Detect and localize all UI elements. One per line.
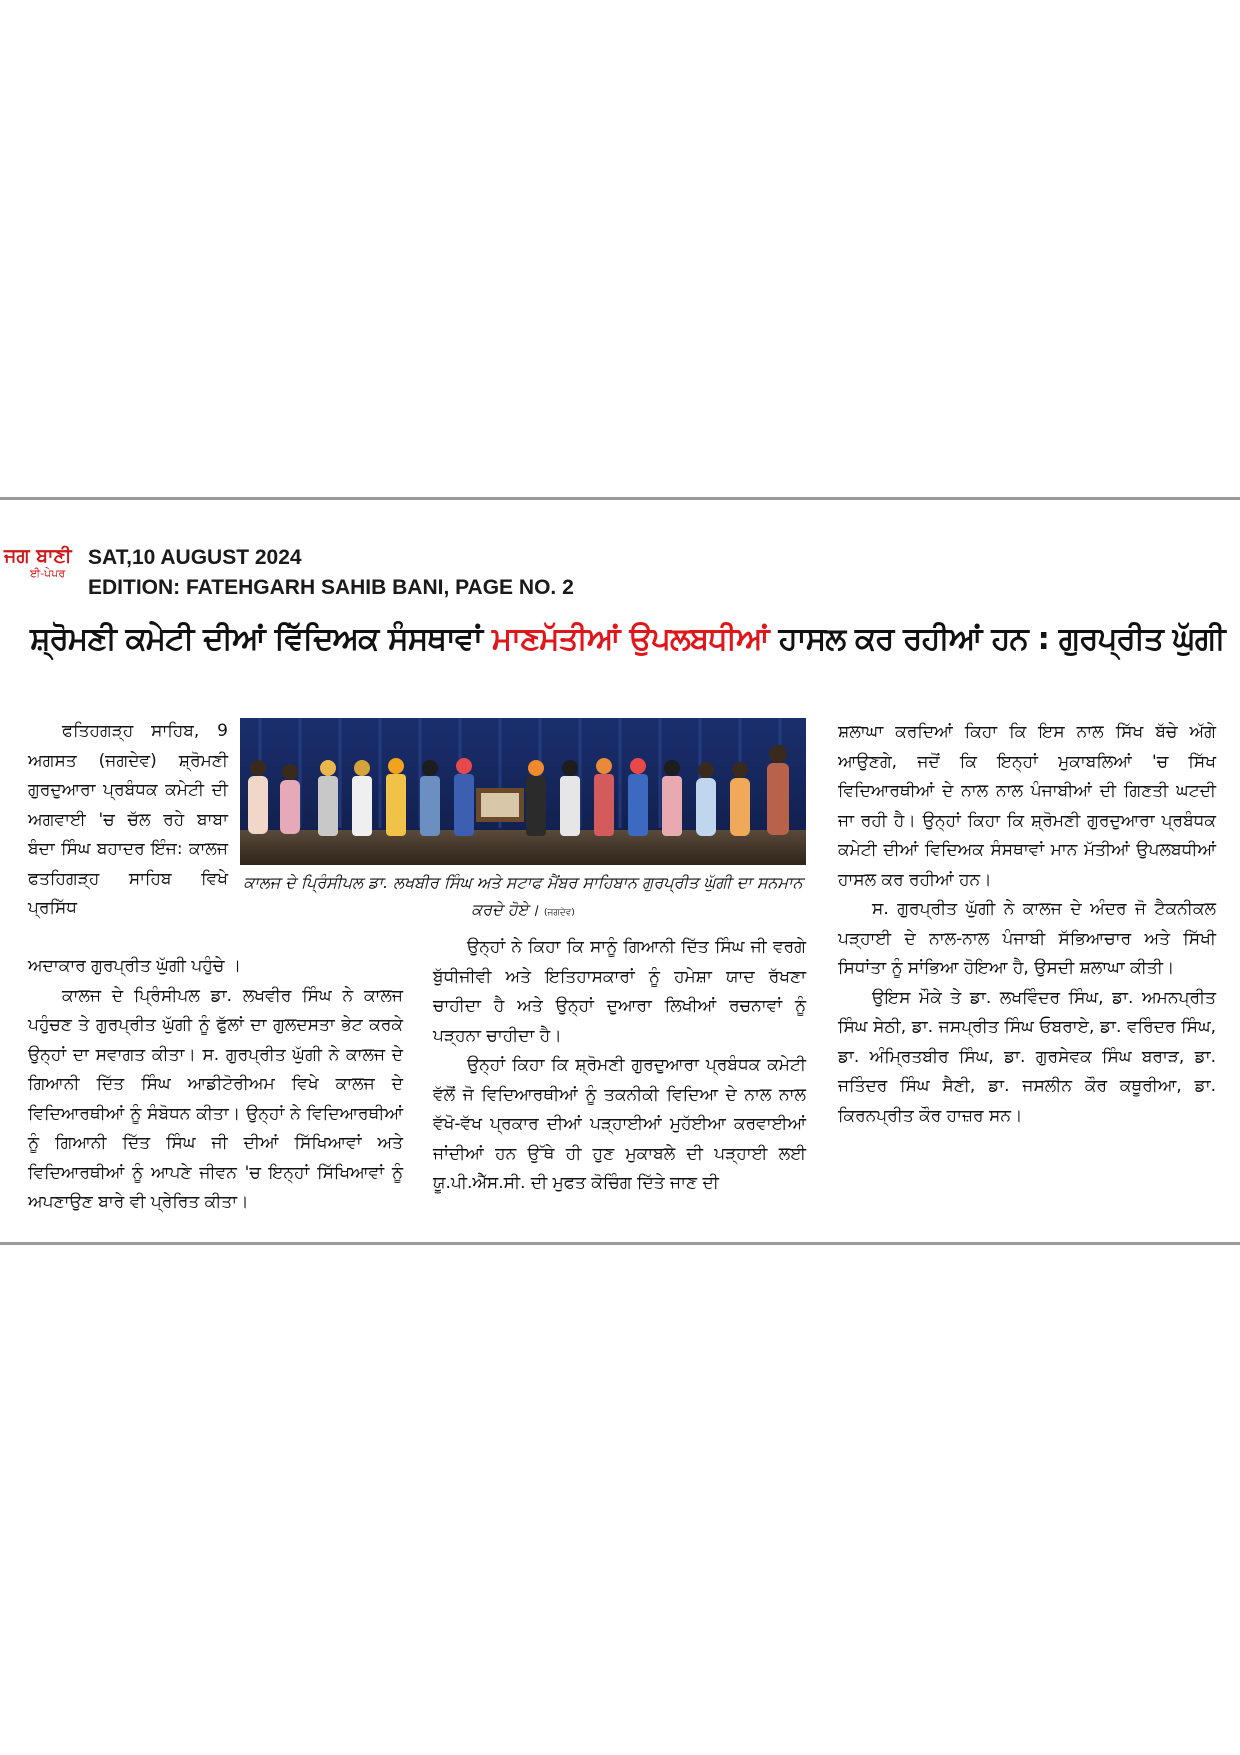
photo-caption xyxy=(240,869,806,927)
newspaper-clipping xyxy=(0,497,1240,1245)
headline-part-1: ਸ਼੍ਰੋਮਣੀ ਕਮੇਟੀ ਦੀਆਂ ਵਿੱਦਿਅਕ ਸੰਸਥਾਵਾਂ xyxy=(30,621,492,657)
edition-header xyxy=(88,543,574,603)
paragraph-5: ਸ਼ਲਾਘਾ ਕਰਦਿਆਂ ਕਿਹਾ ਕਿ ਇਸ ਨਾਲ ਸਿੱਖ ਬੱਚੇ ਅੱਗੇ ਆਉਣਗੇ, ਜਦੋਂ ਕਿ ਇਨ੍ਹਾਂ ਮੁਕਾਬਲਿਆਂ 'ਚ ਸਿੱਖ ਵਿਦਿਆਰਥੀਆਂ ਦੇ ਨਾਲ ਨਾਲ ਪੰਜਾਬੀਆਂ ਦੀ ਗਿਣਤੀ ਘਟਦੀ ਜਾ ਰਹੀ ਹੈ। ਉਨ੍ਹਾਂ ਕਿਹਾ ਕਿ ਸ਼੍ਰੋਮਣੀ ਗੁਰਦੁਆਰਾ ਪ੍ਰਬੰਧਕ ਕਮੇਟੀ ਦੀਆਂ ਵਿਦਿਅਕ ਸੰਸਥਾਵਾਂ ਮਾਨ ਮੱਤੀਆਂ ਉਪਲਬਧੀਆਂ ਹਾਸਲ ਕਰ ਰਹੀਆਂ ਹਨ। xyxy=(838,722,1216,890)
paragraph-2: ਕਾਲਜ ਦੇ ਪ੍ਰਿੰਸੀਪਲ ਡਾ. ਲਖਵੀਰ ਸਿੰਘ ਨੇ ਕਾਲਜ ਪਹੁੰਚਣ ਤੇ ਗੁਰਪ੍ਰੀਤ ਘੁੱਗੀ ਨੂੰ ਫੁੱਲਾਂ ਦਾ ਗੁਲਦਸਤਾ ਭੇਟ ਕਰਕੇ ਉਨ੍ਹਾਂ ਦਾ ਸਵਾਗਤ ਕੀਤਾ। ਸ. ਗੁਰਪ੍ਰੀਤ ਘੁੱਗੀ ਨੇ ਕਾਲਜ ਦੇ ਗਿਆਨੀ ਦਿੱਤ ਸਿੰਘ ਆਡੀਟੋਰੀਅਮ ਵਿਖੇ ਕਾਲਜ ਦੇ ਵਿਦਿਆਰਥੀਆਂ ਨੂੰ ਸੰਬੋਧਨ ਕੀਤਾ। ਉਨ੍ਹਾਂ ਨੇ ਵਿਦਿਆਰਥੀਆਂ ਨੂੰ ਗਿਆਨੀ ਦਿੱਤ ਸਿੰਘ ਜੀ ਦੀਆਂ ਸਿੱਖਿਆਵਾਂ ਅਤੇ ਵਿਦਿਆਰਥੀਆਂ ਨੂੰ ਆਪਣੇ ਜੀਵਨ 'ਚ ਇਨ੍ਹਾਂ ਸਿੱਖਿਆਵਾਂ ਨੂੰ ਅਪਣਾਉਣ ਬਾਰੇ ਵੀ ਪ੍ਰੇਰਿਤ ਕੀਤਾ। xyxy=(28,985,403,1212)
paragraph-1-end: ਅਦਾਕਾਰ ਗੁਰਪ੍ਰੀਤ ਘੁੱਗੀ ਪਹੁੰਚੇ । xyxy=(28,956,242,976)
article-column-1-bottom xyxy=(28,952,403,1218)
top-rule xyxy=(0,497,1240,500)
article-column-1-top xyxy=(28,717,228,924)
edition-date: SAT,10 AUGUST 2024 xyxy=(88,546,302,569)
article-column-2 xyxy=(433,933,806,1199)
paragraph-6: ਸ. ਗੁਰਪ੍ਰੀਤ ਘੁੱਗੀ ਨੇ ਕਾਲਜ ਦੇ ਅੰਦਰ ਜੋ ਟੈਕਨੀਕਲ ਪੜ੍ਹਾਈ ਦੇ ਨਾਲ-ਨਾਲ ਪੰਜਾਬੀ ਸੱਭਿਆਚਾਰ ਅਤੇ ਸਿੱਖੀ ਸਿਧਾਂਤਾ ਨੂੰ ਸਾਂਭਿਆ ਹੋਇਆ ਹੈ, ਉਸਦੀ ਸ਼ਲਾਘਾ ਕੀਤੀ। xyxy=(838,899,1216,978)
paragraph-7: ਉਇਸ ਮੌਕੇ ਤੇ ਡਾ. ਲਖਵਿੰਦਰ ਸਿੰਘ, ਡਾ. ਅਮਨਪ੍ਰੀਤ ਸਿੰਘ ਸੇਠੀ, ਡਾ. ਜਸਪ੍ਰੀਤ ਸਿੰਘ ਓਬਰਾਏ, ਡਾ. ਵਰਿੰਦਰ ਸਿੰਘ, ਡਾ. ਅੰਮ੍ਰਿਤਬੀਰ ਸਿੰਘ, ਡਾ. ਗੁਰਸੇਵਕ ਸਿੰਘ ਬਰਾੜ, ਡਾ. ਜਤਿੰਦਰ ਸਿੰਘ ਸੈਣੀ, ਡਾ. ਜਸਲੀਨ ਕੌਰ ਕਥੂਰੀਆ, ਡਾ. ਕਿਰਨਪ੍ਰੀਤ ਕੌਰ ਹਾਜ਼ਰ ਸਨ। xyxy=(838,987,1216,1126)
headline-part-3: ਹਾਸਲ ਕਰ ਰਹੀਆਂ ਹਨ : ਗੁਰਪ੍ਰੀਤ ਘੁੱਗੀ xyxy=(768,621,1225,657)
paragraph-4: ਉਨ੍ਹਾਂ ਕਿਹਾ ਕਿ ਸ਼੍ਰੋਮਣੀ ਗੁਰਦੁਆਰਾ ਪ੍ਰਬੰਧਕ ਕਮੇਟੀ ਵੱਲੋਂ ਜੋ ਵਿਦਿਆਰਥੀਆਂ ਨੂੰ ਤਕਨੀਕੀ ਵਿਦਿਆ ਦੇ ਨਾਲ ਨਾਲ ਵੱਖੋ-ਵੱਖ ਪ੍ਰਕਾਰ ਦੀਆਂ ਪੜ੍ਹਾਈਆਂ ਮੁਹੱਈਆ ਕਰਵਾਈਆਂ ਜਾਂਦੀਆਂ ਹਨ ਉੱਥੇ ਹੀ ਹੁਣ ਮੁਕਾਬਲੇ ਦੀ ਪੜ੍ਹਾਈ ਲਈ ਯੂ.ਪੀ.ਐੱਸ.ਸੀ. ਦੀ ਮੁਫਤ ਕੋਚਿੰਗ ਦਿੱਤੇ ਜਾਣ ਦੀ xyxy=(433,1055,806,1193)
edition-name: EDITION: FATEHGARH SAHIB BANI, PAGE NO. 2 xyxy=(88,576,574,599)
bottom-rule xyxy=(0,1242,1240,1245)
paragraph-3: ਉਨ੍ਹਾਂ ਨੇ ਕਿਹਾ ਕਿ ਸਾਨੂੰ ਗਿਆਨੀ ਦਿੱਤ ਸਿੰਘ ਜੀ ਵਰਗੇ ਬੁੱਧੀਜੀਵੀ ਅਤੇ ਇਤਿਹਾਸਕਾਰਾਂ ਨੂੰ ਹਮੇਸ਼ਾ ਯਾਦ ਰੱਖਣਾ ਚਾਹੀਦਾ ਹੈ ਅਤੇ ਉਨ੍ਹਾਂ ਦੁਆਰਾ ਲਿਖੀਆਂ ਰਚਨਾਵਾਂ ਨੂੰ ਪੜ੍ਹਨਾ ਚਾਹੀਦਾ ਹੈ। xyxy=(433,937,806,1046)
jagbani-logo xyxy=(4,545,84,605)
dateline-paragraph: ਫਤਿਹਗੜ੍ਹ ਸਾਹਿਬ, 9 ਅਗਸਤ (ਜਗਦੇਵ) ਸ਼੍ਰੋਮਣੀ ਗੁਰਦੁਆਰਾ ਪ੍ਰਬੰਧਕ ਕਮੇਟੀ ਦੀ ਅਗਵਾਈ 'ਚ ਚੱਲ ਰਹੇ ਬਾਬਾ ਬੰਦਾ ਸਿੰਘ ਬਹਾਦਰ ਇੰਜ: ਕਾਲਜ ਫਤਹਿਗੜ੍ਹ ਸਾਹਿਬ ਵਿਖੇ ਪ੍ਰਸਿੱਧ xyxy=(28,721,228,918)
event-photo xyxy=(240,718,806,865)
article-headline xyxy=(30,615,1240,663)
article-column-3 xyxy=(838,718,1216,1131)
caption-text: ਕਾਲਜ ਦੇ ਪ੍ਰਿੰਸੀਪਲ ਡਾ. ਲਖਬੀਰ ਸਿੰਘ ਅਤੇ ਸਟਾਫ ਮੈਂਬਰ ਸਾਹਿਬਾਨ ਗੁਰਪ੍ਰੀਤ ਘੁੱਗੀ ਦਾ ਸਨਮਾਨ ਕਰਦੇ ਹੋਏ। xyxy=(243,873,803,919)
logo-wordmark: ਜਗ ਬਾਣੀ xyxy=(4,545,72,567)
logo-subtitle: ਈ-ਪੇਪਰ xyxy=(30,567,66,580)
headline-highlight: ਮਾਣਮੱਤੀਆਂ ਉਪਲਬਧੀਆਂ xyxy=(491,621,769,657)
photo-credit: (ਜਗਦੇਵ) xyxy=(544,908,575,918)
